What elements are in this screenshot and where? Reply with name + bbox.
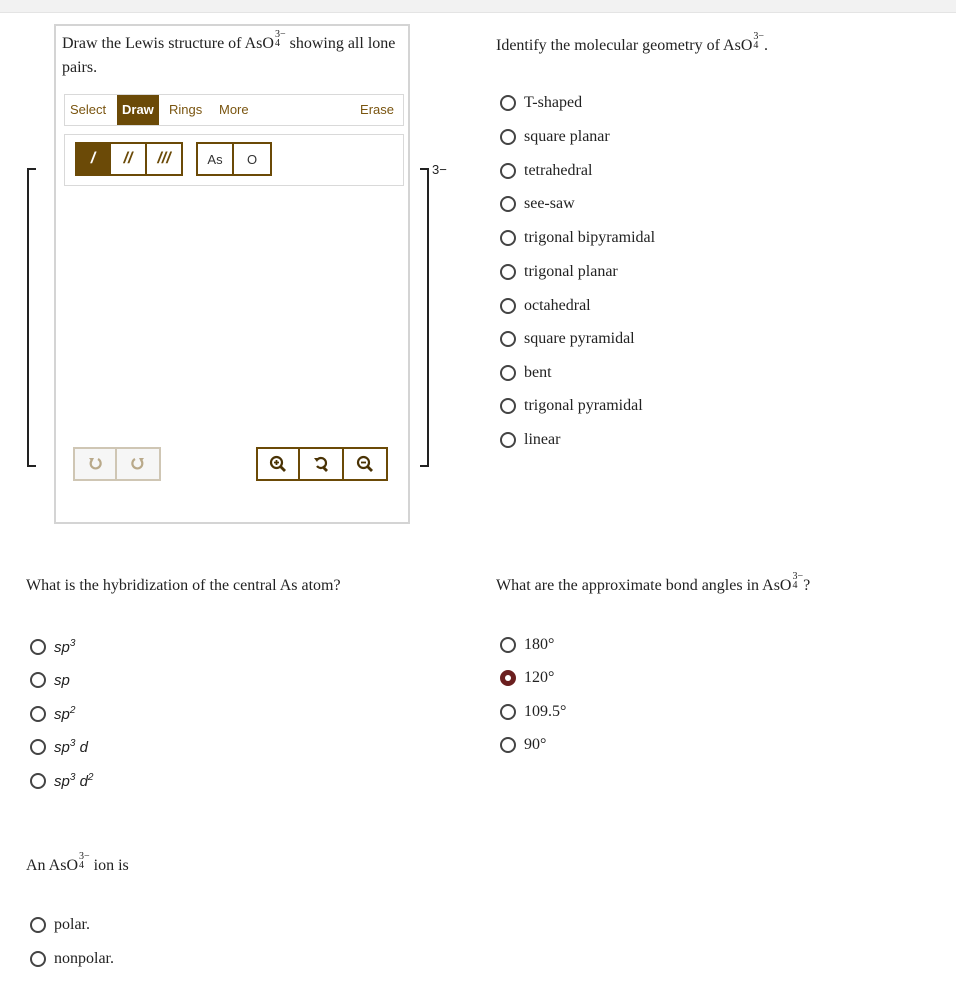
geometry-option[interactable]: trigonal bipyramidal xyxy=(500,226,655,250)
left-bracket xyxy=(26,168,38,468)
radio-button[interactable] xyxy=(30,951,46,967)
hybridization-option[interactable]: $sp^2$ xyxy=(30,702,75,726)
atom-as-button[interactable]: As xyxy=(196,142,234,176)
bond-tool-group xyxy=(75,142,183,176)
hybridization-option[interactable]: $sp^3$ $d^2$ xyxy=(30,769,93,793)
radio-button[interactable] xyxy=(30,917,46,933)
single-bond-button[interactable]: / xyxy=(75,142,111,176)
bond-angle-option[interactable]: 120° xyxy=(500,666,554,690)
radio-button[interactable] xyxy=(500,432,516,448)
radio-button[interactable] xyxy=(500,365,516,381)
radio-button[interactable] xyxy=(500,95,516,111)
atom-tool-group xyxy=(196,142,272,176)
geometry-option[interactable]: square planar xyxy=(500,125,610,149)
zoom-reset-icon xyxy=(312,455,330,473)
radio-button[interactable] xyxy=(30,639,46,655)
history-group xyxy=(73,447,161,481)
hybridization-option[interactable]: sp xyxy=(30,668,70,692)
geometry-option[interactable]: square pyramidal xyxy=(500,327,635,351)
erase-button[interactable]: Erase xyxy=(360,102,394,117)
geometry-option[interactable]: tetrahedral xyxy=(500,159,592,183)
polarity-option[interactable]: polar. xyxy=(30,913,90,937)
geometry-option[interactable]: octahedral xyxy=(500,294,591,318)
lewis-drawing-panel xyxy=(54,24,410,524)
radio-button[interactable] xyxy=(500,196,516,212)
geometry-option[interactable]: linear xyxy=(500,428,560,452)
tab-draw[interactable]: Draw xyxy=(117,95,159,125)
radio-button[interactable] xyxy=(30,773,46,789)
radio-button[interactable] xyxy=(500,637,516,653)
radio-button[interactable] xyxy=(500,163,516,179)
hybridization-option[interactable]: $sp^3$ xyxy=(30,635,75,659)
radio-button[interactable] xyxy=(500,704,516,720)
bond-angle-option[interactable]: 180° xyxy=(500,633,554,657)
radio-button-selected[interactable] xyxy=(500,670,516,686)
tab-select[interactable]: Select xyxy=(70,102,107,117)
geometry-option[interactable]: trigonal pyramidal xyxy=(500,394,643,418)
bond-angle-option[interactable]: 109.5° xyxy=(500,700,566,724)
zoom-out-icon xyxy=(356,455,374,473)
geometry-option[interactable]: trigonal planar xyxy=(500,260,618,284)
radio-button[interactable] xyxy=(500,230,516,246)
zoom-in-icon xyxy=(269,455,287,473)
radio-button[interactable] xyxy=(500,298,516,314)
radio-button[interactable] xyxy=(30,672,46,688)
undo-icon xyxy=(87,456,103,472)
radio-button[interactable] xyxy=(500,398,516,414)
radio-button[interactable] xyxy=(500,331,516,347)
double-bond-button[interactable]: // xyxy=(111,142,147,176)
tab-rings[interactable]: Rings xyxy=(169,102,203,117)
zoom-reset-button[interactable] xyxy=(300,447,344,481)
zoom-group xyxy=(256,447,388,481)
radio-button[interactable] xyxy=(30,739,46,755)
top-bar xyxy=(0,0,956,13)
polarity-option[interactable]: nonpolar. xyxy=(30,947,114,971)
question-2-prompt: Identify the molecular geometry of AsO 3− 4 . xyxy=(496,31,769,54)
redo-button[interactable] xyxy=(117,447,161,481)
triple-bond-button[interactable]: /// xyxy=(147,142,183,176)
tab-more[interactable]: More xyxy=(219,102,249,117)
radio-button[interactable] xyxy=(500,737,516,753)
redo-icon xyxy=(130,456,146,472)
undo-button[interactable] xyxy=(73,447,117,481)
radio-button[interactable] xyxy=(500,129,516,145)
atom-o-button[interactable]: O xyxy=(234,142,272,176)
question-1-prompt: Draw the Lewis structure of AsO 3− 4 showing all lone pairs. xyxy=(62,29,396,76)
right-bracket xyxy=(418,168,430,468)
zoom-out-button[interactable] xyxy=(344,447,388,481)
geometry-option[interactable]: see-saw xyxy=(500,192,575,216)
question-3-prompt: What is the hybridization of the central As atom? xyxy=(26,577,341,594)
bond-angle-option[interactable]: 90° xyxy=(500,733,546,757)
zoom-in-button[interactable] xyxy=(256,447,300,481)
geometry-option[interactable]: bent xyxy=(500,361,552,385)
question-4-prompt: What are the approximate bond angles in AsO 3− 4 ? xyxy=(496,571,811,594)
editor-tab-bar xyxy=(64,94,404,126)
hybridization-option[interactable]: $sp^3$ d xyxy=(30,735,88,759)
draw-toolbar xyxy=(64,134,404,186)
radio-button[interactable] xyxy=(30,706,46,722)
geometry-option[interactable]: T-shaped xyxy=(500,91,582,115)
ion-charge-label: 3− xyxy=(432,162,447,177)
question-5-prompt: An AsO 3− 4 ion is xyxy=(26,851,129,874)
radio-button[interactable] xyxy=(500,264,516,280)
